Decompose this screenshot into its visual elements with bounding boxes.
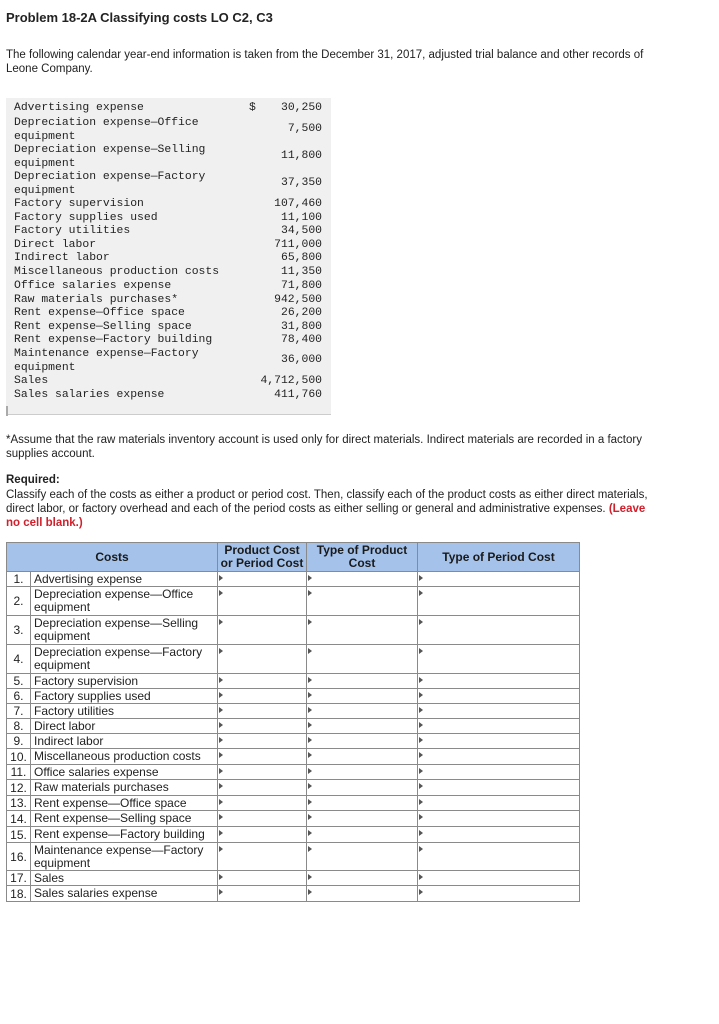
row-number: 16. xyxy=(6,842,31,871)
product-type-select[interactable] xyxy=(306,826,418,843)
row-number: 4. xyxy=(6,644,31,674)
dropdown-arrow-icon xyxy=(419,707,423,713)
dropdown-arrow-icon xyxy=(219,889,223,895)
account-amount: 7,500 xyxy=(287,123,322,135)
page-title: Problem 18-2A Classifying costs LO C2, C3 xyxy=(6,10,273,25)
dropdown-arrow-icon xyxy=(419,692,423,698)
period-type-select[interactable] xyxy=(417,885,580,902)
product-or-period-select[interactable] xyxy=(217,779,307,796)
product-or-period-select[interactable] xyxy=(217,842,307,871)
leave-no-blank: (Leave no cell blank.) xyxy=(6,503,646,529)
account-amount: 71,800 xyxy=(280,280,322,292)
dropdown-arrow-icon xyxy=(219,707,223,713)
product-or-period-select[interactable] xyxy=(217,644,307,674)
period-type-select[interactable] xyxy=(417,810,580,827)
account-name: Rent expense—Office space xyxy=(14,307,185,319)
dropdown-arrow-icon xyxy=(419,889,423,895)
dropdown-arrow-icon xyxy=(419,799,423,805)
dropdown-arrow-icon xyxy=(219,677,223,683)
product-type-select[interactable] xyxy=(306,733,418,749)
currency-symbol: $ xyxy=(249,102,256,114)
classification-table xyxy=(6,542,580,902)
cost-label: Depreciation expense—Factory equipment xyxy=(30,644,218,674)
product-or-period-select[interactable] xyxy=(217,764,307,780)
cost-label: Office salaries expense xyxy=(30,764,218,780)
dropdown-arrow-icon xyxy=(219,590,223,596)
product-or-period-select[interactable] xyxy=(217,586,307,616)
account-name: Office salaries expense xyxy=(14,280,172,292)
period-type-select[interactable] xyxy=(417,870,580,886)
cost-label: Rent expense—Factory building xyxy=(30,826,218,843)
period-type-select[interactable] xyxy=(417,615,580,645)
account-amount: 26,200 xyxy=(280,307,322,319)
dropdown-arrow-icon xyxy=(308,846,312,852)
cost-label: Sales xyxy=(30,870,218,886)
account-amount: 11,800 xyxy=(280,150,322,162)
dropdown-arrow-icon xyxy=(308,830,312,836)
dropdown-arrow-icon xyxy=(419,783,423,789)
required-heading: Required: xyxy=(6,474,60,486)
account-name: Rent expense—Factory building xyxy=(14,334,213,346)
period-type-select[interactable] xyxy=(417,826,580,843)
account-name: Maintenance expense—Factory equipment xyxy=(14,348,206,374)
account-name: Factory supplies used xyxy=(14,212,158,224)
product-type-select[interactable] xyxy=(306,644,418,674)
product-or-period-select[interactable] xyxy=(217,826,307,843)
row-number: 1. xyxy=(6,571,31,587)
account-amount: 30,250 xyxy=(280,102,322,114)
dropdown-arrow-icon xyxy=(219,692,223,698)
account-name: Factory supervision xyxy=(14,198,144,210)
account-name: Depreciation expense—Factory equipment xyxy=(14,171,213,197)
account-name: Raw materials purchases* xyxy=(14,294,179,306)
account-name: Indirect labor xyxy=(14,252,110,264)
cost-label: Maintenance expense—Factory equipment xyxy=(30,842,218,871)
row-number: 5. xyxy=(6,673,31,689)
dropdown-arrow-icon xyxy=(219,830,223,836)
dropdown-arrow-icon xyxy=(219,752,223,758)
product-type-select[interactable] xyxy=(306,718,418,734)
cost-label: Depreciation expense—Office equipment xyxy=(30,586,218,616)
row-number: 10. xyxy=(6,748,31,765)
intro-text: The following calendar year-end information is taken from the December 31, 2017, adjusted trial balance and other records of Leone Company. xyxy=(6,49,644,75)
header-type-product: Type of Product Cost xyxy=(306,542,418,572)
dropdown-arrow-icon xyxy=(419,830,423,836)
account-name: Depreciation expense—Selling equipment xyxy=(14,144,213,170)
row-number: 3. xyxy=(6,615,31,645)
product-or-period-select[interactable] xyxy=(217,748,307,765)
cost-label: Direct labor xyxy=(30,718,218,734)
dropdown-arrow-icon xyxy=(308,889,312,895)
period-type-select[interactable] xyxy=(417,748,580,765)
account-amount: 37,350 xyxy=(280,177,322,189)
dropdown-arrow-icon xyxy=(308,707,312,713)
account-name: Advertising expense xyxy=(14,102,144,114)
period-type-select[interactable] xyxy=(417,718,580,734)
cost-label: Raw materials purchases xyxy=(30,779,218,796)
product-type-select[interactable] xyxy=(306,779,418,796)
period-type-select[interactable] xyxy=(417,764,580,780)
account-amount: 34,500 xyxy=(280,225,322,237)
dropdown-arrow-icon xyxy=(419,590,423,596)
dropdown-arrow-icon xyxy=(308,590,312,596)
dropdown-arrow-icon xyxy=(308,575,312,581)
row-number: 13. xyxy=(6,795,31,811)
product-or-period-select[interactable] xyxy=(217,615,307,645)
dropdown-arrow-icon xyxy=(419,814,423,820)
dropdown-arrow-icon xyxy=(219,814,223,820)
product-type-select[interactable] xyxy=(306,673,418,689)
account-amount: 65,800 xyxy=(280,252,322,264)
product-or-period-select[interactable] xyxy=(217,885,307,902)
account-name: Rent expense—Selling space xyxy=(14,321,192,333)
period-type-select[interactable] xyxy=(417,644,580,674)
cost-label: Depreciation expense—Selling equipment xyxy=(30,615,218,645)
product-type-select[interactable] xyxy=(306,571,418,587)
product-or-period-select[interactable] xyxy=(217,703,307,719)
dropdown-arrow-icon xyxy=(419,648,423,654)
account-amount: 4,712,500 xyxy=(260,375,322,387)
period-type-select[interactable] xyxy=(417,842,580,871)
period-type-select[interactable] xyxy=(417,795,580,811)
period-type-select[interactable] xyxy=(417,733,580,749)
product-type-select[interactable] xyxy=(306,842,418,871)
dropdown-arrow-icon xyxy=(308,737,312,743)
product-or-period-select[interactable] xyxy=(217,571,307,587)
dropdown-arrow-icon xyxy=(308,874,312,880)
cost-label: Factory utilities xyxy=(30,703,218,719)
account-amount: 411,760 xyxy=(274,389,322,401)
account-name: Depreciation expense—Office equipment xyxy=(14,117,206,143)
product-or-period-select[interactable] xyxy=(217,795,307,811)
account-name: Direct labor xyxy=(14,239,97,251)
cost-label: Indirect labor xyxy=(30,733,218,749)
period-type-select[interactable] xyxy=(417,703,580,719)
dropdown-arrow-icon xyxy=(219,768,223,774)
period-type-select[interactable] xyxy=(417,688,580,704)
dropdown-arrow-icon xyxy=(219,575,223,581)
dropdown-arrow-icon xyxy=(219,722,223,728)
dropdown-arrow-icon xyxy=(219,648,223,654)
product-or-period-select[interactable] xyxy=(217,688,307,704)
cost-label: Factory supplies used xyxy=(30,688,218,704)
cost-label: Factory supervision xyxy=(30,673,218,689)
dropdown-arrow-icon xyxy=(308,752,312,758)
dropdown-arrow-icon xyxy=(219,874,223,880)
dropdown-arrow-icon xyxy=(308,768,312,774)
cost-label: Sales salaries expense xyxy=(30,885,218,902)
product-type-select[interactable] xyxy=(306,885,418,902)
product-type-select[interactable] xyxy=(306,703,418,719)
product-type-select[interactable] xyxy=(306,748,418,765)
product-or-period-select[interactable] xyxy=(217,733,307,749)
dropdown-arrow-icon xyxy=(419,752,423,758)
dropdown-arrow-icon xyxy=(419,619,423,625)
account-name: Sales xyxy=(14,375,49,387)
row-number: 15. xyxy=(6,826,31,843)
account-amount: 107,460 xyxy=(274,198,322,210)
cost-label: Advertising expense xyxy=(30,571,218,587)
header-product-or-period: Product Cost or Period Cost xyxy=(217,542,307,572)
row-number: 7. xyxy=(6,703,31,719)
trial-balance-box xyxy=(6,98,331,415)
dropdown-arrow-icon xyxy=(308,799,312,805)
product-or-period-select[interactable] xyxy=(217,810,307,827)
row-number: 14. xyxy=(6,810,31,827)
account-amount: 11,100 xyxy=(280,212,322,224)
account-name: Sales salaries expense xyxy=(14,389,165,401)
account-amount: 78,400 xyxy=(280,334,322,346)
account-amount: 31,800 xyxy=(280,321,322,333)
dropdown-arrow-icon xyxy=(219,783,223,789)
product-or-period-select[interactable] xyxy=(217,870,307,886)
period-type-select[interactable] xyxy=(417,779,580,796)
footnote: *Assume that the raw materials inventory account is used only for direct materials. Indirect materials are recorded in a factory supplies account. xyxy=(6,434,642,460)
cost-label: Miscellaneous production costs xyxy=(30,748,218,765)
dropdown-arrow-icon xyxy=(419,737,423,743)
product-type-select[interactable] xyxy=(306,764,418,780)
required-body: Classify each of the costs as either a product or period cost. Then, classify each of the product costs as either direct materials, direct labor, or factory overhead and each of the period costs as either selling or general and administrative expenses. xyxy=(6,489,648,515)
row-number: 18. xyxy=(6,885,31,902)
header-type-period: Type of Period Cost xyxy=(417,542,580,572)
box-rule xyxy=(6,406,8,416)
dropdown-arrow-icon xyxy=(219,799,223,805)
row-number: 12. xyxy=(6,779,31,796)
dropdown-arrow-icon xyxy=(308,692,312,698)
dropdown-arrow-icon xyxy=(308,677,312,683)
account-name: Factory utilities xyxy=(14,225,131,237)
product-or-period-select[interactable] xyxy=(217,673,307,689)
dropdown-arrow-icon xyxy=(308,619,312,625)
dropdown-arrow-icon xyxy=(419,575,423,581)
dropdown-arrow-icon xyxy=(308,648,312,654)
cost-label: Rent expense—Selling space xyxy=(30,810,218,827)
dropdown-arrow-icon xyxy=(308,722,312,728)
row-number: 9. xyxy=(6,733,31,749)
product-type-select[interactable] xyxy=(306,586,418,616)
dropdown-arrow-icon xyxy=(308,814,312,820)
product-type-select[interactable] xyxy=(306,688,418,704)
dropdown-arrow-icon xyxy=(419,722,423,728)
required-text xyxy=(6,488,656,530)
account-amount: 711,000 xyxy=(274,239,322,251)
product-type-select[interactable] xyxy=(306,795,418,811)
header-costs: Costs xyxy=(6,542,218,572)
product-type-select[interactable] xyxy=(306,870,418,886)
dropdown-arrow-icon xyxy=(419,874,423,880)
product-type-select[interactable] xyxy=(306,615,418,645)
dropdown-arrow-icon xyxy=(219,737,223,743)
dropdown-arrow-icon xyxy=(219,619,223,625)
row-number: 11. xyxy=(6,764,31,780)
account-amount: 11,350 xyxy=(280,266,322,278)
account-amount: 942,500 xyxy=(274,294,322,306)
row-number: 6. xyxy=(6,688,31,704)
account-name: Miscellaneous production costs xyxy=(14,266,220,278)
dropdown-arrow-icon xyxy=(419,677,423,683)
account-amount: 36,000 xyxy=(280,354,322,366)
product-type-select[interactable] xyxy=(306,810,418,827)
dropdown-arrow-icon xyxy=(308,783,312,789)
row-number: 8. xyxy=(6,718,31,734)
row-number: 17. xyxy=(6,870,31,886)
dropdown-arrow-icon xyxy=(419,846,423,852)
period-type-select[interactable] xyxy=(417,673,580,689)
product-or-period-select[interactable] xyxy=(217,718,307,734)
period-type-select[interactable] xyxy=(417,586,580,616)
dropdown-arrow-icon xyxy=(219,846,223,852)
dropdown-arrow-icon xyxy=(419,768,423,774)
cost-label: Rent expense—Office space xyxy=(30,795,218,811)
row-number: 2. xyxy=(6,586,31,616)
period-type-select[interactable] xyxy=(417,571,580,587)
